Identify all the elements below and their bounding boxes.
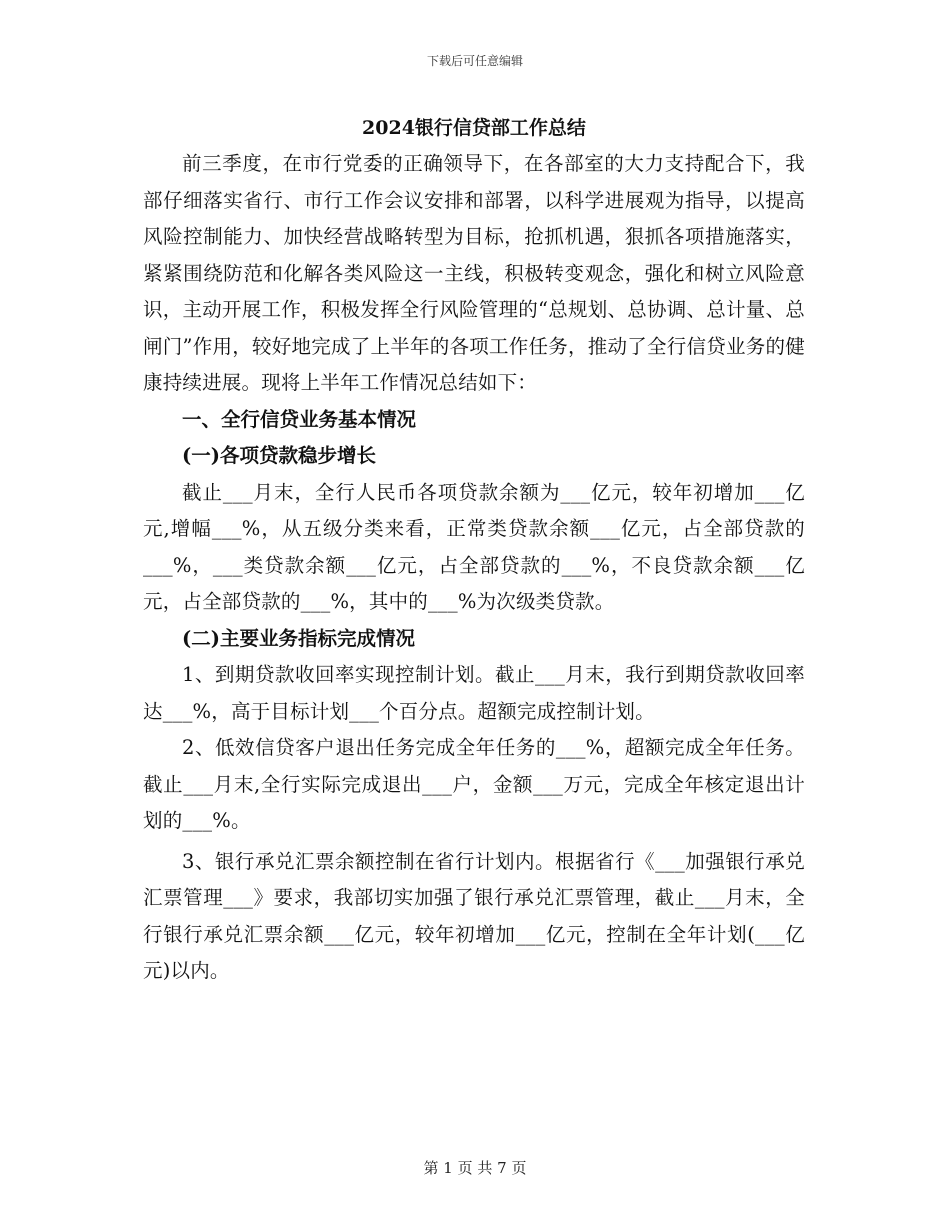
subsection-heading-1: (一)各项贷款稳步增长: [182, 444, 376, 467]
list-item-3: 3、银行承兑汇票余额控制在省行计划内。根据省行《___加强银行承兑汇票管理___》要求，我部切实加强了银行承兑汇票管理，截止___月末，全行银行承兑汇票余额___亿元，较年初增加___亿元，控制在全年计划(___亿元)以内。: [143, 849, 805, 982]
list-item-2: 2、低效信贷客户退出任务完成全年任务的___%，超额完成全年任务。截止___月末,全行实际完成退出___户，金额___万元，完成全年核定退出计划的___%。: [143, 736, 805, 832]
page-number: 第 1 页 共 7 页: [423, 1159, 527, 1177]
list-item-1: 1、到期贷款收回率实现控制计划。截止___月末，我行到期贷款收回率达___%，高于目标计划___个百分点。超额完成控制计划。: [143, 663, 805, 723]
document-body: [143, 110, 805, 990]
page-header-note: 下载后可任意编辑: [426, 54, 523, 68]
intro-paragraph: 前三季度，在市行党委的正确领导下，在各部室的大力支持配合下，我部仔细落实省行、市行工作会议安排和部署，以科学进展观为指导，以提高风险控制能力、加快经营战略转型为目标，抢抓机遇，狠抓各项措施落实，紧紧围绕防范和化解各类风险这一主线，积极转变观念，强化和树立风险意识，主动开展工作，积极发挥全行风险管理的“总规划、总协调、总计量、总闸门”作用，较好地完成了上半年的各项工作任务，推动了全行信贷业务的健康持续进展。现将上半年工作情况总结如下：: [143, 152, 805, 394]
document-title: 2024银行信贷部工作总结: [362, 117, 586, 139]
loan-growth-paragraph: 截止___月末，全行人民币各项贷款余额为___亿元，较年初增加___亿元,增幅___%，从五级分类来看，正常类贷款余额___亿元，占全部贷款的___%，___类贷款余额___亿元，占全部贷款的___%，不良贷款余额___亿元，占全部贷款的___%，其中的___%为次级类贷款。: [143, 480, 805, 613]
subsection-heading-2: (二)主要业务指标完成情况: [182, 626, 415, 650]
section-heading-1: 一、全行信贷业务基本情况: [182, 407, 417, 431]
